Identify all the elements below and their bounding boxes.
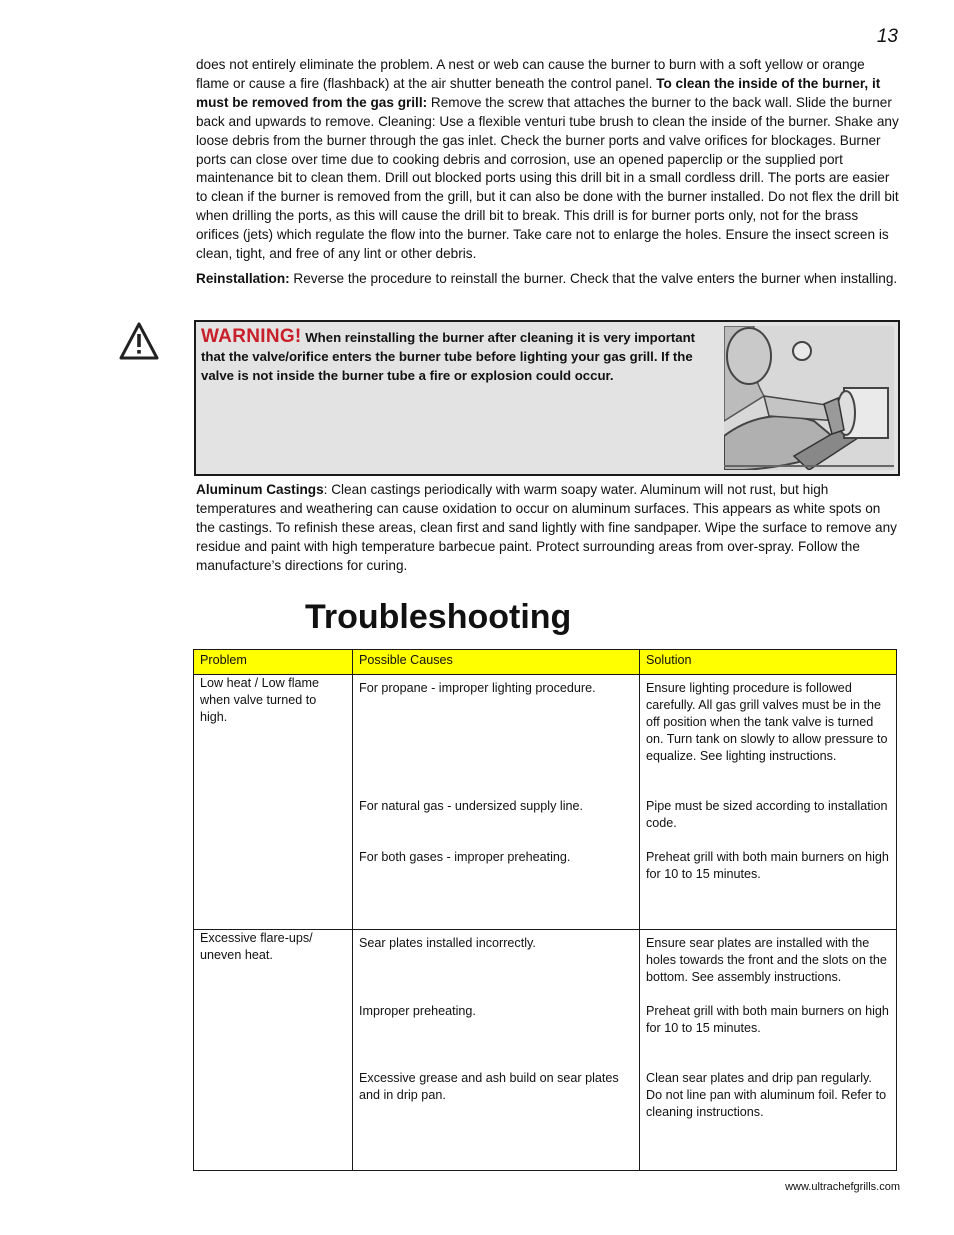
problem-cell: Excessive flare-ups/ uneven heat. [194,930,353,1171]
reinstallation-paragraph [196,270,900,289]
footer-website-link[interactable]: www.ultrachefgrills.com [785,1181,900,1193]
reinstall-text: Reverse the procedure to reinstall the burner. Check that the valve enters the burner when installing. [289,271,898,286]
burner-valve-illustration [724,326,894,470]
solution-item: Preheat grill with both main burners on high for 10 to 15 minutes. [646,850,889,881]
page-number: 13 [876,26,898,47]
intro-bold: To clean the inside of the burner, it must be removed from the gas grill: [196,75,881,110]
troubleshooting-table [193,649,897,1171]
intro-text-a: does not entirely eliminate the problem. A nest or web can cause the burner to burn with a soft yellow or orange flame or cause a fire (flashback) at the air shutter beneath the control panel. [196,57,865,91]
warning-triangle-icon [118,321,160,361]
solution-item: Pipe must be sized according to installation code. [646,799,888,830]
aluminum-text: : Clean castings periodically with warm soapy water. Aluminum will not rust, but high temperatures and weathering can cause oxidation to occur on aluminum surfaces. This appears as white spots on the castings. To refinish these areas, clean first and sand lightly with fine sandpaper. Wipe the surface to remove any residue and paint with high temperature barbecue paint. Protect surrounding areas from over-spray. Follow the manufacture’s directions for curing. [196,482,897,573]
burner-cleaning-paragraph [196,56,900,264]
solution-cell [640,930,897,1171]
solution-item: Ensure sear plates are installed with the holes towards the front and the slots on the bottom. See assembly instructions. [646,936,887,984]
problem-cell: Low heat / Low flame when valve turned to high. [194,675,353,930]
causes-cell [353,930,640,1171]
solution-item: Preheat grill with both main burners on high for 10 to 15 minutes. [646,1004,889,1035]
aluminum-label: Aluminum Castings [196,482,324,497]
table-header-row [194,650,897,675]
solution-item: Ensure lighting procedure is followed carefully. All gas grill valves must be in the off position when the tank valve is turned on. Turn tank on slowly to allow pressure to equalize. See lighting instructions. [646,681,888,763]
solution-item: Clean sear plates and drip pan regularly. Do not line pan with aluminum foil. Refer to cleaning instructions. [646,1071,887,1119]
warning-message: When reinstalling the burner after cleaning it is very important that the valve/orifice enters the burner tube before lighting your gas grill. If the valve is not inside the burner tube a fire or explosion could occur. [201,330,696,383]
cause-item: Improper preheating. [359,1004,476,1018]
warning-text [201,327,701,385]
table-row [194,675,897,930]
cause-item: For propane - improper lighting procedure. [359,681,596,695]
cause-item: For both gases - improper preheating. [359,850,571,864]
cause-item: For natural gas - undersized supply line. [359,799,584,813]
header-solution: Solution [640,650,897,675]
warning-box [194,320,900,476]
aluminum-castings-paragraph [196,481,900,576]
solution-cell [640,675,897,930]
troubleshooting-title: Troubleshooting [305,598,572,636]
cause-item: Excessive grease and ash build on sear plates and in drip pan. [359,1071,619,1102]
header-problem: Problem [194,650,353,675]
reinstall-label: Reinstallation: [196,271,290,286]
warning-label: WARNING! [201,326,302,347]
causes-cell [353,675,640,930]
intro-text-b: Remove the screw that attaches the burner to the back wall. Slide the burner back and upwards to remove. Cleaning: Use a flexible venturi tube brush to clean the inside of the burner. Shake any loose debris from the burner through the gas inlet. Check the burner ports and valve orifices for blockages. Burner ports can close over time due to cooking debris and corrosion, use an opened paperclip or the supplied port maintenance bit to clean them. Drill out blocked ports using this drill bit in a small cordless drill. The ports are easier to clean if the burner is removed from the grill, but it can also be done with the burner installed. Do not flex the drill bit when drilling the ports, as this will cause the drill bit to break. This drill is for burner ports only, not for the brass orifices (jets) which regulate the flow into the burner. Take care not to enlarge the holes. Ensure the insect screen is clean, tight, and free of any lint or other debris. [196,94,899,262]
table-row [194,930,897,1171]
header-causes: Possible Causes [353,650,640,675]
cause-item: Sear plates installed incorrectly. [359,936,536,950]
